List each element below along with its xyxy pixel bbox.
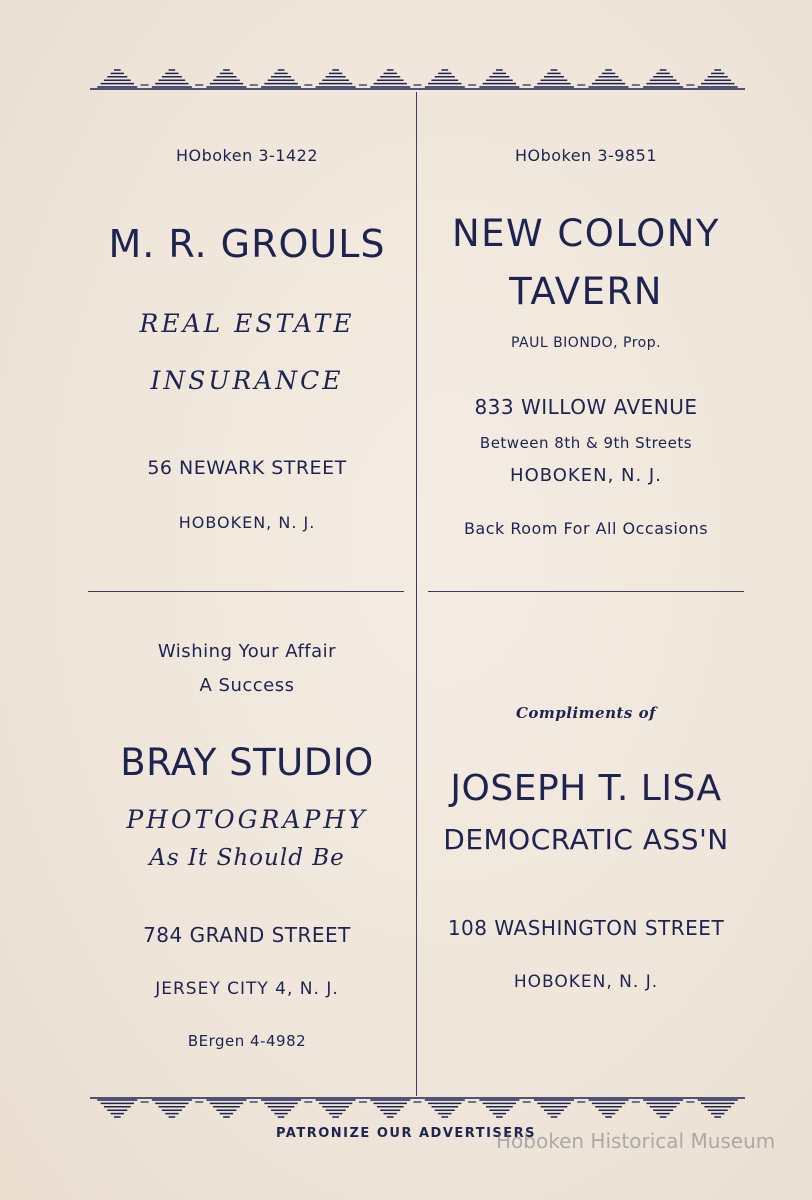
bray-city: JERSEY CITY 4, N. J. [155, 979, 339, 999]
new-colony-address: 833 WILLOW AVENUE [474, 395, 698, 419]
new-colony-city: HOBOKEN, N. J. [510, 465, 662, 486]
new-colony-tagline: Back Room For All Occasions [463, 519, 709, 538]
grouls-address: 56 NEWARK STREET [147, 457, 347, 479]
border-triangle-motif [261, 1100, 301, 1117]
border-triangle-motif [425, 1100, 465, 1117]
new-colony-name-line1: NEW COLONY [451, 212, 721, 255]
grouls-insurance: INSURANCE [150, 366, 344, 395]
border-triangle-motif [206, 1100, 246, 1117]
border-triangle-motif [589, 1100, 629, 1117]
lisa-city: HOBOKEN, N. J. [513, 972, 659, 992]
ad-bray-studio [92, 0, 402, 1100]
border-triangle-motif [643, 1100, 683, 1117]
bray-phone: BErgen 4-4982 [187, 1032, 307, 1050]
footer-slogan: PATRONIZE OUR ADVERTISERS [275, 1126, 537, 1141]
lisa-address: 108 WASHINGTON STREET [447, 916, 725, 940]
border-triangle-motif [316, 1100, 356, 1117]
border-triangle-motif [97, 1100, 137, 1117]
bray-photography: PHOTOGRAPHY [126, 805, 368, 834]
border-triangle-motif [370, 1100, 410, 1117]
new-colony-between: Between 8th & 9th Streets [479, 434, 693, 452]
lisa-name-line2: DEMOCRATIC ASS'N [443, 823, 729, 856]
border-triangle-motif [479, 1100, 519, 1117]
bray-tagline: As It Should Be [149, 845, 345, 871]
border-triangle-motif [698, 1100, 738, 1117]
grouls-phone: HOboken 3-1422 [175, 146, 318, 165]
vertical-divider [416, 92, 417, 1096]
bray-wish-line2: A Success [199, 675, 295, 696]
border-triangle-motif [152, 1100, 192, 1117]
bray-name: BRAY STUDIO [120, 741, 374, 784]
bray-address: 784 GRAND STREET [143, 923, 351, 947]
lisa-name-line1: JOSEPH T. LISA [450, 768, 722, 809]
museum-watermark: Hoboken Historical Museum [496, 1129, 776, 1153]
lisa-compliments: Compliments of [515, 704, 657, 722]
new-colony-phone: HOboken 3-9851 [514, 146, 657, 165]
grouls-city: HOBOKEN, N. J. [178, 513, 316, 532]
grouls-name: M. R. GROULS [108, 222, 386, 266]
grouls-real-estate: REAL ESTATE [139, 309, 355, 338]
new-colony-name-line2: TAVERN [509, 270, 663, 313]
border-triangle-motif [534, 1100, 574, 1117]
bray-wish-line1: Wishing Your Affair [157, 641, 337, 662]
ad-joseph-lisa [430, 0, 742, 1100]
new-colony-proprietor: PAUL BIONDO, Prop. [510, 335, 662, 351]
